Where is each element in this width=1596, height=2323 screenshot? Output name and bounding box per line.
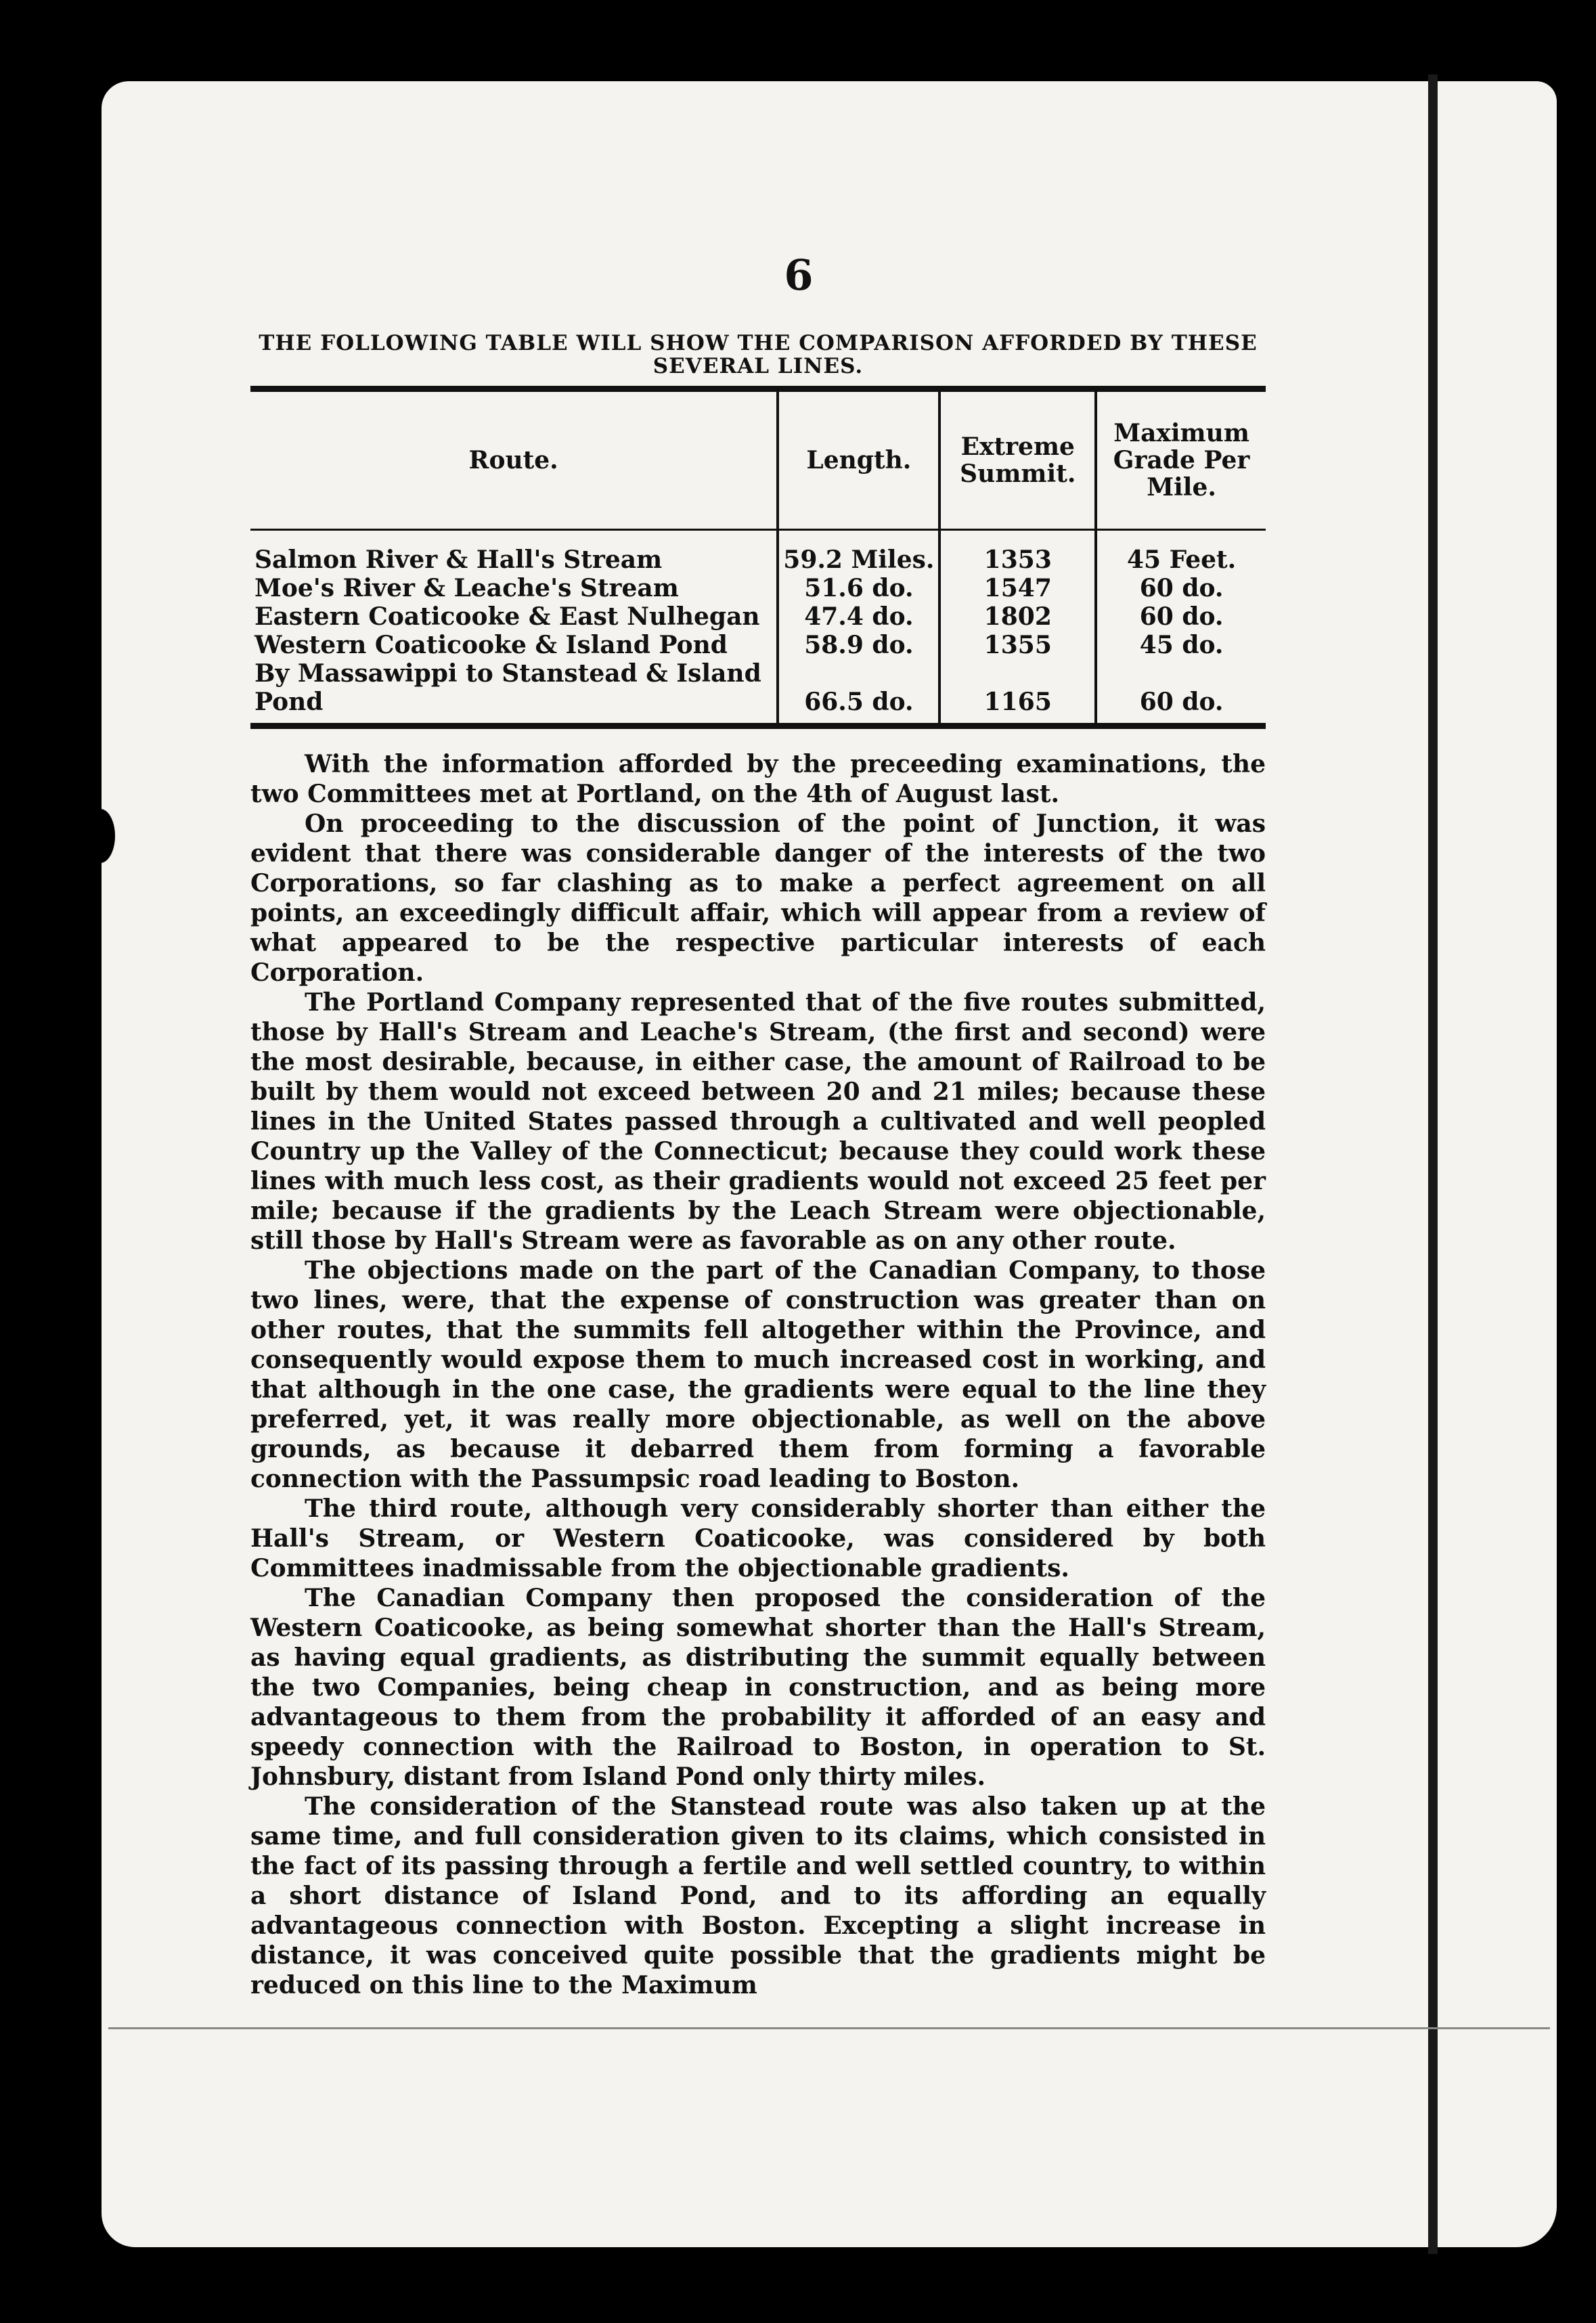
header-grade: Maximum Grade Per Mile. xyxy=(1096,389,1266,530)
table-heading: THE FOLLOWING TABLE WILL SHOW THE COMPARISON AFFORDED BY THESE SEVERAL LINES. xyxy=(259,331,1258,378)
route-summit: 1165 xyxy=(939,688,1096,726)
table-row xyxy=(250,688,1266,726)
paragraph: The third route, although very considerably shorter than either the Hall's Stream, or Western Coaticooke, was considered by both Committees inadmissable from the objectionable gradients. xyxy=(250,1495,1266,1583)
table-row xyxy=(250,574,1266,602)
route-grade: 60 do. xyxy=(1096,574,1266,602)
route-length: 66.5 do. xyxy=(778,688,939,726)
route-name: Moe's River & Leache's Stream xyxy=(254,574,679,602)
route-grade: 45 Feet. xyxy=(1096,530,1266,575)
route-length: 59.2 Miles. xyxy=(778,530,939,575)
binding-hole xyxy=(85,809,115,863)
header-route: Route. xyxy=(250,389,778,530)
route-comparison-table xyxy=(250,386,1266,729)
table-row xyxy=(250,659,1266,688)
route-summit: 1353 xyxy=(939,530,1096,575)
route-name: Western Coaticooke & Island Pond xyxy=(254,631,728,659)
route-grade: 45 do. xyxy=(1096,631,1266,659)
route-name: Eastern Coaticooke & East Nulhegan xyxy=(254,602,760,631)
paragraph: The objections made on the part of the Canadian Company, to those two lines, were, that the expense of construction was greater than on other routes, that the summits fell altogether within the Province, and consequently would expose them to much increased cost in working, and that although in the one case, the gradients were equal to the line they preferred, yet, it was really more objectionable, as well on the above grounds, as because it debarred them from forming a favorable connection with the Passumpsic road leading to Boston. xyxy=(250,1256,1266,1493)
empty-cell xyxy=(1096,659,1266,688)
table-row xyxy=(250,631,1266,659)
fold-line xyxy=(108,2027,1550,2029)
route-name: Salmon River & Hall's Stream xyxy=(254,546,663,574)
route-summit: 1547 xyxy=(939,574,1096,602)
page-edge-shadow xyxy=(1428,74,1438,2254)
route-grade: 60 do. xyxy=(1096,688,1266,726)
paragraph: On proceeding to the discussion of the point of Junction, it was evident that there was considerable danger of the interests of the two Corporations, so far clashing as to make a perfect agreement on all points, an exceedingly difficult affair, which will appear from a review of what appeared to be the respective particular interests of each Corporation. xyxy=(250,810,1266,987)
table-row xyxy=(250,530,1266,575)
table-header-row xyxy=(250,389,1266,530)
route-name: By Massawippi to Stanstead & Island xyxy=(254,659,761,688)
route-summit: 1802 xyxy=(939,602,1096,631)
empty-cell xyxy=(939,659,1096,688)
route-length: 47.4 do. xyxy=(778,602,939,631)
paragraph: The Canadian Company then proposed the consideration of the Western Coaticooke, as being somewhat shorter than the Hall's Stream, as having equal gradients, as distributing the summit equally between the two Companies, being cheap in construction, and as being more advantageous to them from the probability it afforded of an easy and speedy connection with the Railroad to Boston, in operation to St. Johnsbury, distant from Island Pond only thirty miles. xyxy=(250,1584,1266,1791)
header-summit: Extreme Summit. xyxy=(939,389,1096,530)
page-number: 6 xyxy=(784,250,814,300)
route-summit: 1355 xyxy=(939,631,1096,659)
route-length: 58.9 do. xyxy=(778,631,939,659)
paragraph: The consideration of the Stanstead route was also taken up at the same time, and full consideration given to its claims, which consisted in the fact of its passing through a fertile and well settled country, to within a short distance of Island Pond, and to its affording an equally advantageous connection with Boston. Excepting a slight increase in distance, it was conceived quite possible that the gradients might be reduced on this line to the Maximum xyxy=(250,1792,1266,1999)
paragraph: The Portland Company represented that of the five routes submitted, those by Hall's Stream and Leache's Stream, (the first and second) were the most desirable, because, in either case, the amount of Railroad to be built by them would not exceed between 20 and 21 miles; because these lines in the United States passed through a cultivated and well peopled Country up the Valley of the Connecticut; because they could work these lines with much less cost, as their gradients would not exceed 25 feet per mile; because if the gradients by the Leach Stream were objectionable, still those by Hall's Stream were as favorable as on any other route. xyxy=(250,988,1266,1255)
route-name-continued: Pond xyxy=(254,688,324,716)
header-length: Length. xyxy=(778,389,939,530)
paragraph: With the information afforded by the preceeding examinations, the two Committees met at Portland, on the 4th of August last. xyxy=(250,750,1266,808)
table-row xyxy=(250,602,1266,631)
body-text xyxy=(250,749,1266,2000)
route-length: 51.6 do. xyxy=(778,574,939,602)
empty-cell xyxy=(778,659,939,688)
page-content xyxy=(250,250,1266,2000)
route-grade: 60 do. xyxy=(1096,602,1266,631)
